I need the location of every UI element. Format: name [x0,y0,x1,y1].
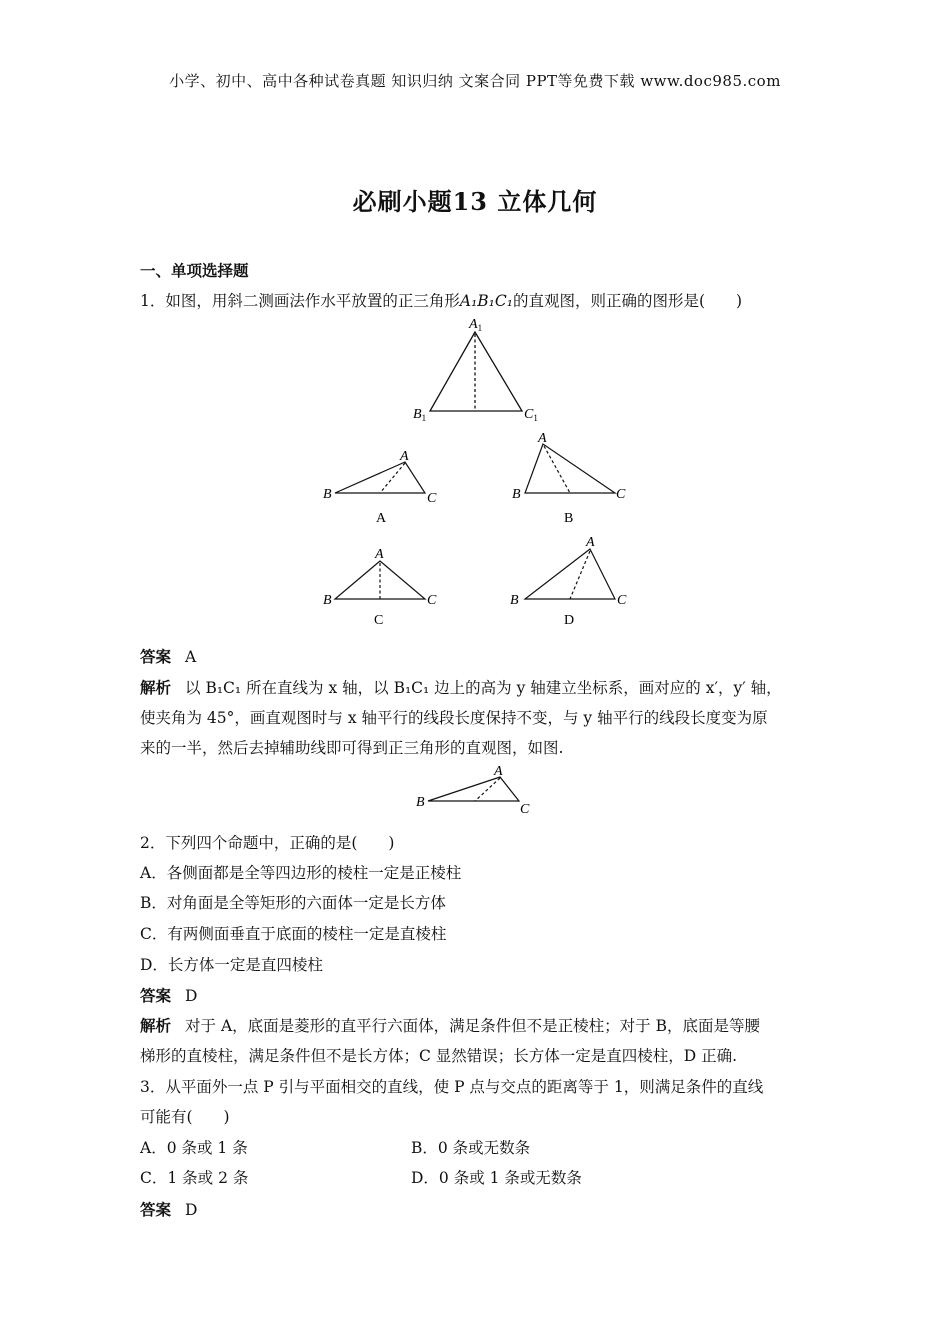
label-c: C [616,487,626,502]
q2-option-a: A．各侧面都是全等四边形的棱柱一定是正棱柱 [140,864,462,882]
q1-answer [140,645,196,667]
q2-answer [140,984,197,1006]
original-triangle [430,332,522,411]
label-a: A [494,764,503,779]
question-3-stem-line-1: 3．从平面外一点 P 引与平面相交的直线，使 P 点与交点的距离等于 1，则满足条件的直线 [140,1078,764,1096]
q3-option-c: C．1 条或 2 条 [140,1169,249,1187]
answer-label: 答案 [140,1200,172,1219]
label-b: B [510,593,519,608]
option-b-figure [525,444,615,493]
option-a-figure [335,462,425,493]
label-c: C [520,802,530,817]
q2-option-c: C．有两侧面垂直于底面的棱柱一定是直棱柱 [140,925,447,943]
label-b: B [416,795,425,810]
label-c: C [427,593,437,608]
answer-label: 答案 [140,647,172,666]
question-1-stem [140,289,742,311]
label-b: B [323,593,332,608]
label-a: A [375,547,384,562]
q1-analysis-line-2: 使夹角为 45°，画直观图时与 x 轴平行的线段长度保持不变，与 y 轴平行的线段长度变为原 [140,709,768,727]
caption-a: A [376,511,387,526]
page-title: 必刷小题13 立体几何 [352,187,598,216]
question-2-stem: 2．下列四个命题中，正确的是( ) [140,834,395,852]
q3-options-row-2 [140,1166,840,1188]
label-c1: $C_1$ [524,407,538,423]
analysis-label: 解析 [140,1016,172,1035]
caption-c: C [374,613,384,628]
q3-option-b: B．0 条或无数条 [411,1139,531,1157]
label-c: C [617,593,627,608]
caption-b: B [564,511,574,526]
q1-prefix: 1．如图，用斜二测画法作水平放置的正三角形 [140,292,460,310]
answer-value: D [185,1201,198,1219]
q2-analysis-line-2: 梯形的直棱柱，满足条件但不是长方体；C 显然错误；长方体一定是直四棱柱，D 正确. [140,1047,738,1065]
section-heading: 一、单项选择题 [140,261,249,280]
label-a: A [586,535,595,550]
analysis-label: 解析 [140,678,172,697]
q3-answer [140,1198,197,1220]
answer-label: 答案 [140,986,172,1005]
page-header: 小学、初中、高中各种试卷真题 知识归纳 文案合同 PPT等免费下载 www.doc985.com [169,72,781,90]
q3-option-a: A．0 条或 1 条 [140,1139,248,1157]
q3-option-d: D．0 条或 1 条或无数条 [411,1169,582,1187]
answer-value: D [185,987,198,1005]
label-a: A [538,431,547,446]
analysis-figure [0,760,950,820]
label-c: C [427,491,437,506]
q1-suffix: 的直观图，则正确的图形是( ) [512,292,743,310]
q1-analysis-line-3: 来的一半，然后去掉辅助线即可得到正三角形的直观图，如图. [140,739,564,757]
question-1-figures [0,312,950,652]
q1-math: A₁B₁C₁ [459,292,513,310]
q3-options-row-1 [140,1136,840,1158]
q2-option-d: D．长方体一定是直四棱柱 [140,956,323,974]
label-b: B [512,487,521,502]
label-b1: $B_1$ [413,407,427,423]
label-b: B [323,487,332,502]
q2-option-b: B．对角面是全等矩形的六面体一定是长方体 [140,894,446,912]
question-3-stem-line-2: 可能有( ) [140,1108,230,1126]
q2-analysis-line-1: 解析 对于 A，底面是菱形的直平行六面体，满足条件但不是正棱柱；对于 B，底面是等腰 [140,1016,760,1035]
q1-analysis-line-1: 解析 以 B₁C₁ 所在直线为 x 轴，以 B₁C₁ 边上的高为 y 轴建立坐标系，画对应的 x′，y′ 轴， [140,678,782,697]
caption-d: D [564,613,575,628]
option-c-figure [335,561,425,599]
label-a1: $A_1$ [469,317,483,333]
option-d-figure [525,549,615,599]
label-a: A [400,449,409,464]
answer-value: A [185,648,197,666]
